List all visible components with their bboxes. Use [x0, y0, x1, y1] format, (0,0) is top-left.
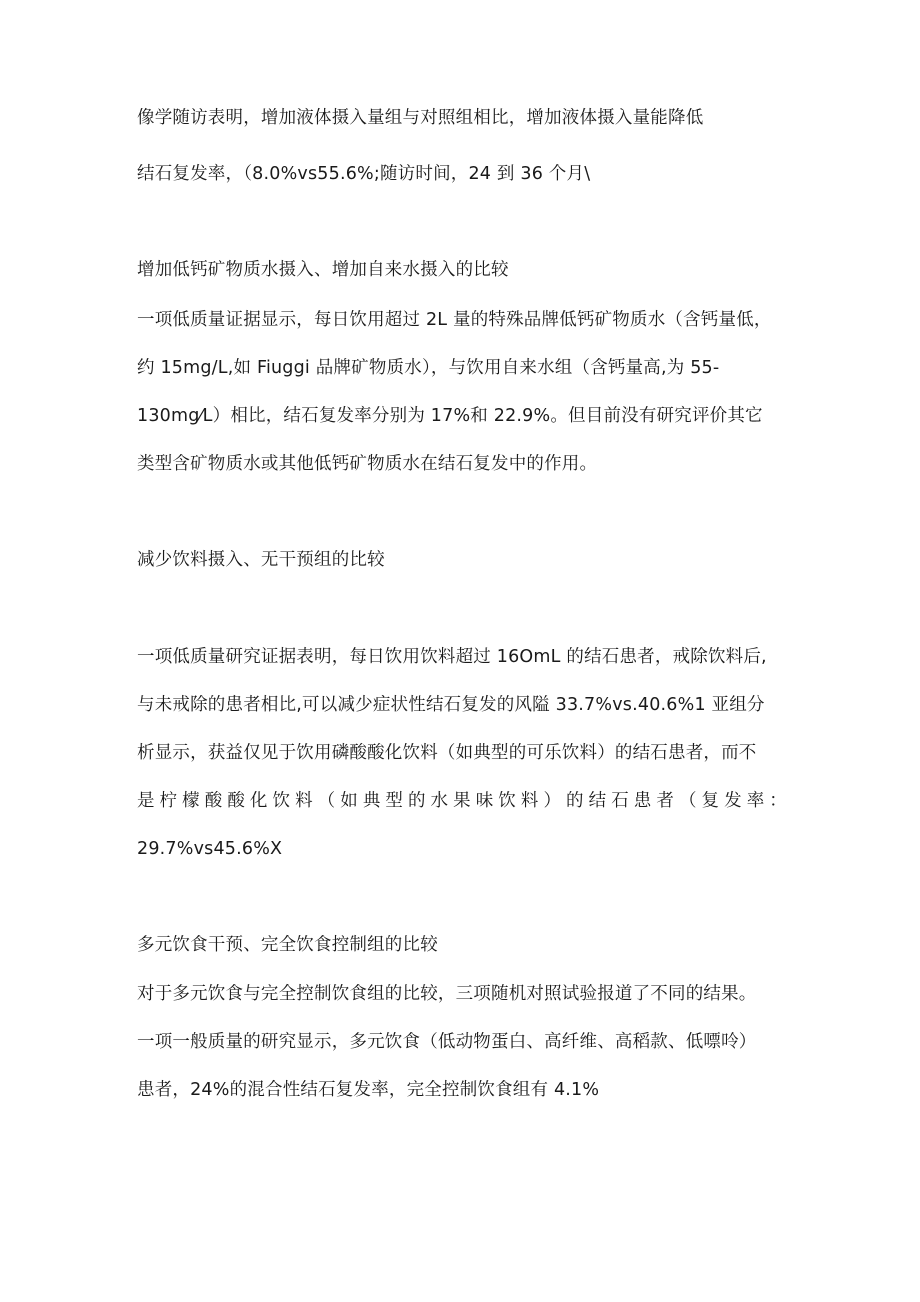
mineral-water-heading: 增加低钙矿物质水摄入、增加自来水摄入的比较 [137, 260, 509, 280]
diet-heading: 多元饮食干预、完全饮食控制组的比较 [137, 935, 438, 955]
beverage-heading: 减少饮料摄入、无干预组的比较 [137, 550, 385, 570]
diet-line-2: 一项一般质量的研究显示，多元饮食（低动物蛋白、高纤维、高稻款、低嘌呤） [137, 1032, 757, 1052]
mineral-water-line-2: 约 15mg/L,如 Fiuggi 品牌矿物质水），与饮用自来水组（含钙量高,为 55- [137, 358, 720, 378]
beverage-line-1: 一项低质量研究证据表明，每日饮用饮料超过 16OmL 的结石患者，戒除饮料后, [137, 647, 767, 667]
mineral-water-line-1: 一项低质量证据显示，每日饮用超过 2L 量的特殊品牌低钙矿物质水（含钙量低， [137, 310, 772, 330]
diet-line-3: 患者，24%的混合性结石复发率，完全控制饮食组有 4.1% [137, 1080, 600, 1100]
beverage-line-2: 与未戒除的患者相比,可以减少症状性结石复发的风隘 33.7%vs.40.6%1 亚组分 [137, 695, 765, 715]
intro-line-1: 像学随访表明，增加液体摄入量组与对照组相比，增加液体摄入量能降低 [137, 108, 704, 128]
intro-line-2: 结石复发率，（8.0%vs55.6%;随访时间，24 到 36 个月\ [137, 164, 591, 184]
mineral-water-line-3: 130mg⁄L）相比，结石复发率分别为 17%和 22.9%。但目前没有研究评价其它 [137, 406, 763, 426]
beverage-line-5: 29.7%vs45.6%X [137, 839, 283, 859]
beverage-line-4: 是柠檬酸酸化饮料（如典型的水果味饮料）的结石患者（复发率： [137, 791, 787, 811]
mineral-water-line-4: 类型含矿物质水或其他低钙矿物质水在结石复发中的作用。 [137, 454, 598, 474]
beverage-line-3: 析显示，获益仅见于饮用磷酸酸化饮料（如典型的可乐饮料）的结石患者，而不 [137, 743, 757, 763]
diet-line-1: 对于多元饮食与完全控制饮食组的比较，三项随机对照试验报道了不同的结果。 [137, 984, 757, 1004]
